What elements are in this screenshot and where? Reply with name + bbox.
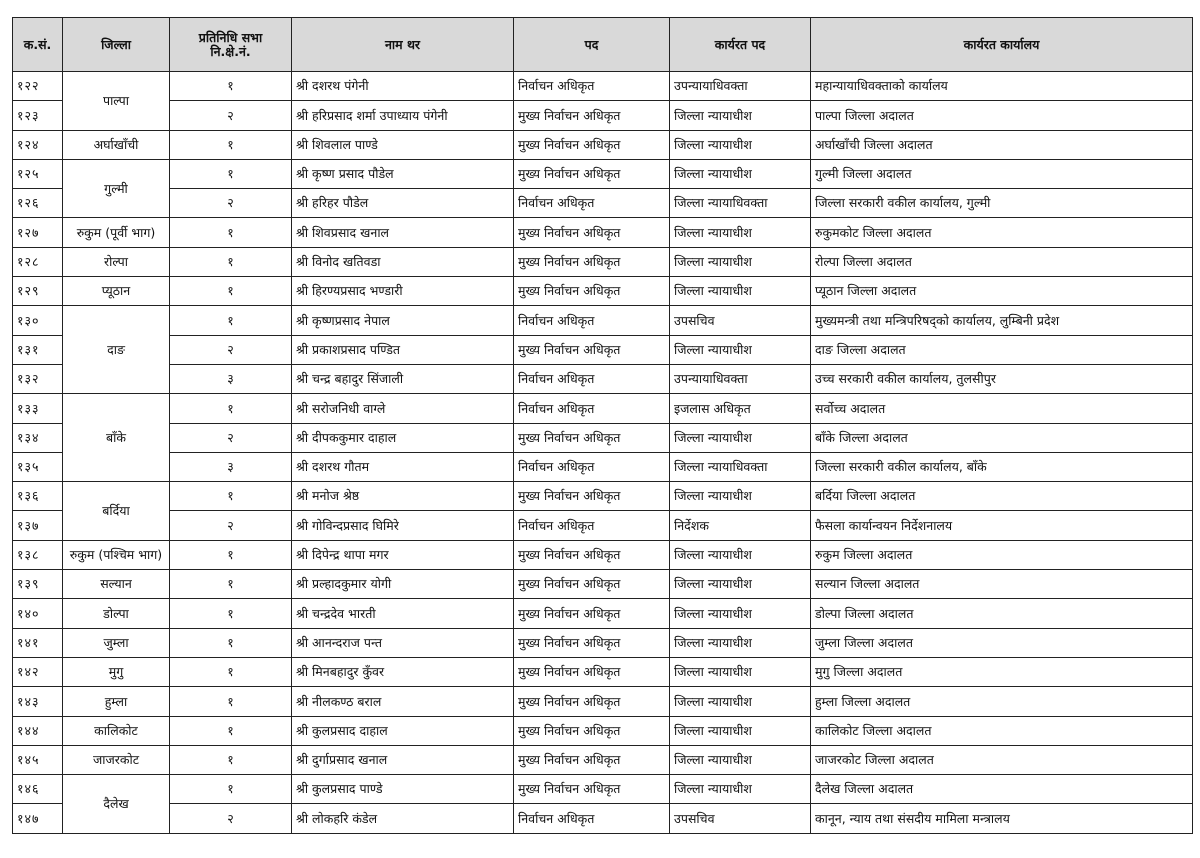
serial-cell: १२८ — [13, 247, 63, 276]
name-cell: श्री हरिहर पौडेल — [292, 189, 514, 218]
constituency-cell: १ — [170, 247, 292, 276]
working-post-cell: उपन्यायाधिवक्ता — [670, 364, 811, 393]
working-office-cell: प्यूठान जिल्ला अदालत — [811, 277, 1193, 306]
post-cell: निर्वाचन अधिकृत — [514, 72, 670, 101]
header-constituency — [170, 18, 292, 72]
constituency-cell: २ — [170, 101, 292, 130]
working-post-cell: जिल्ला न्यायाधीश — [670, 247, 811, 276]
name-cell: श्री नीलकण्ठ बराल — [292, 687, 514, 716]
table-row — [13, 423, 1193, 452]
post-cell: मुख्य निर्वाचन अधिकृत — [514, 628, 670, 657]
district-cell: रुकुम (पूर्वी भाग) — [63, 218, 170, 247]
district-cell: प्यूठान — [63, 277, 170, 306]
header-row — [13, 18, 1193, 72]
constituency-cell: ३ — [170, 364, 292, 393]
post-cell: मुख्य निर्वाचन अधिकृत — [514, 482, 670, 511]
header-constituency-line2: नि.क्षे.नं. — [210, 43, 251, 59]
name-cell: श्री चन्द्र बहादुर सिंजाली — [292, 364, 514, 393]
working-office-cell: सल्यान जिल्ला अदालत — [811, 570, 1193, 599]
constituency-cell: १ — [170, 599, 292, 628]
constituency-cell: २ — [170, 423, 292, 452]
constituency-cell: ३ — [170, 452, 292, 481]
working-post-cell: जिल्ला न्यायाधीश — [670, 628, 811, 657]
working-post-cell: जिल्ला न्यायाधिवक्ता — [670, 189, 811, 218]
serial-cell: १२४ — [13, 130, 63, 159]
table-row — [13, 716, 1193, 745]
post-cell: मुख्य निर्वाचन अधिकृत — [514, 745, 670, 774]
name-cell: श्री हरिप्रसाद शर्मा उपाध्याय पंगेनी — [292, 101, 514, 130]
table-row — [13, 804, 1193, 833]
table-row — [13, 306, 1193, 335]
election-officers-table — [12, 17, 1193, 834]
working-office-cell: गुल्मी जिल्ला अदालत — [811, 159, 1193, 188]
name-cell: श्री आनन्दराज पन्त — [292, 628, 514, 657]
header-constituency-line1: प्रतिनिधि सभा — [198, 29, 263, 45]
name-cell: श्री शिवलाल पाण्डे — [292, 130, 514, 159]
working-post-cell: जिल्ला न्यायाधीश — [670, 159, 811, 188]
serial-cell: १२६ — [13, 189, 63, 218]
constituency-cell: १ — [170, 540, 292, 569]
name-cell: श्री विनोद खतिवडा — [292, 247, 514, 276]
post-cell: निर्वाचन अधिकृत — [514, 804, 670, 833]
constituency-cell: १ — [170, 72, 292, 101]
working-office-cell: रोल्पा जिल्ला अदालत — [811, 247, 1193, 276]
name-cell: श्री शिवप्रसाद खनाल — [292, 218, 514, 247]
post-cell: मुख्य निर्वाचन अधिकृत — [514, 716, 670, 745]
working-office-cell: मुख्यमन्त्री तथा मन्त्रिपरिषद्को कार्यालय, लुम्बिनी प्रदेश — [811, 306, 1193, 335]
name-cell: श्री कृष्णप्रसाद नेपाल — [292, 306, 514, 335]
working-post-cell: जिल्ला न्यायाधीश — [670, 218, 811, 247]
working-post-cell: निर्देशक — [670, 511, 811, 540]
working-office-cell: मुगु जिल्ला अदालत — [811, 657, 1193, 686]
table-row — [13, 130, 1193, 159]
district-cell: कालिकोट — [63, 716, 170, 745]
post-cell: निर्वाचन अधिकृत — [514, 306, 670, 335]
header-name: नाम थर — [292, 18, 514, 72]
table-row — [13, 482, 1193, 511]
working-post-cell: उपन्यायाधिवक्ता — [670, 72, 811, 101]
post-cell: मुख्य निर्वाचन अधिकृत — [514, 423, 670, 452]
serial-cell: १४५ — [13, 745, 63, 774]
constituency-cell: १ — [170, 687, 292, 716]
district-cell: सल्यान — [63, 570, 170, 599]
post-cell: निर्वाचन अधिकृत — [514, 394, 670, 423]
table-row — [13, 540, 1193, 569]
post-cell: निर्वाचन अधिकृत — [514, 511, 670, 540]
district-cell: मुगु — [63, 657, 170, 686]
serial-cell: १३० — [13, 306, 63, 335]
serial-cell: १३२ — [13, 364, 63, 393]
district-cell: दैलेख — [63, 775, 170, 834]
constituency-cell: १ — [170, 218, 292, 247]
serial-cell: १३१ — [13, 335, 63, 364]
constituency-cell: १ — [170, 628, 292, 657]
post-cell: मुख्य निर्वाचन अधिकृत — [514, 218, 670, 247]
name-cell: श्री प्रल्हादकुमार योगी — [292, 570, 514, 599]
table-row — [13, 657, 1193, 686]
working-office-cell: महान्यायाधिवक्ताको कार्यालय — [811, 72, 1193, 101]
name-cell: श्री प्रकाशप्रसाद पण्डित — [292, 335, 514, 364]
post-cell: मुख्य निर्वाचन अधिकृत — [514, 335, 670, 364]
working-office-cell: कालिकोट जिल्ला अदालत — [811, 716, 1193, 745]
name-cell: श्री मनोज श्रेष्ठ — [292, 482, 514, 511]
working-office-cell: सर्वोच्च अदालत — [811, 394, 1193, 423]
header-post: पद — [514, 18, 670, 72]
working-office-cell: डोल्पा जिल्ला अदालत — [811, 599, 1193, 628]
working-post-cell: जिल्ला न्यायाधिवक्ता — [670, 452, 811, 481]
post-cell: मुख्य निर्वाचन अधिकृत — [514, 540, 670, 569]
constituency-cell: १ — [170, 657, 292, 686]
working-office-cell: कानून, न्याय तथा संसदीय मामिला मन्त्रालय — [811, 804, 1193, 833]
serial-cell: १३३ — [13, 394, 63, 423]
working-post-cell: जिल्ला न्यायाधीश — [670, 540, 811, 569]
table-row — [13, 364, 1193, 393]
name-cell: श्री कृष्ण प्रसाद पौडेल — [292, 159, 514, 188]
constituency-cell: १ — [170, 277, 292, 306]
working-post-cell: जिल्ला न्यायाधीश — [670, 423, 811, 452]
working-post-cell: जिल्ला न्यायाधीश — [670, 657, 811, 686]
working-office-cell: अर्घाखाँची जिल्ला अदालत — [811, 130, 1193, 159]
post-cell: मुख्य निर्वाचन अधिकृत — [514, 599, 670, 628]
serial-cell: १३६ — [13, 482, 63, 511]
working-office-cell: हुम्ला जिल्ला अदालत — [811, 687, 1193, 716]
constituency-cell: १ — [170, 775, 292, 804]
serial-cell: १४१ — [13, 628, 63, 657]
serial-cell: १३५ — [13, 452, 63, 481]
constituency-cell: १ — [170, 159, 292, 188]
working-post-cell: जिल्ला न्यायाधीश — [670, 335, 811, 364]
working-post-cell: उपसचिव — [670, 804, 811, 833]
table-row — [13, 570, 1193, 599]
name-cell: श्री दिपेन्द्र थापा मगर — [292, 540, 514, 569]
table-row — [13, 394, 1193, 423]
table-row — [13, 511, 1193, 540]
district-cell: बर्दिया — [63, 482, 170, 541]
district-cell: रोल्पा — [63, 247, 170, 276]
name-cell: श्री दशरथ गौतम — [292, 452, 514, 481]
working-office-cell: उच्च सरकारी वकील कार्यालय, तुलसीपुर — [811, 364, 1193, 393]
working-office-cell: पाल्पा जिल्ला अदालत — [811, 101, 1193, 130]
table-row — [13, 745, 1193, 774]
post-cell: मुख्य निर्वाचन अधिकृत — [514, 657, 670, 686]
working-post-cell: जिल्ला न्यायाधीश — [670, 599, 811, 628]
post-cell: मुख्य निर्वाचन अधिकृत — [514, 570, 670, 599]
table-row — [13, 687, 1193, 716]
post-cell: मुख्य निर्वाचन अधिकृत — [514, 101, 670, 130]
district-cell: पाल्पा — [63, 72, 170, 131]
serial-cell: १४० — [13, 599, 63, 628]
post-cell: मुख्य निर्वाचन अधिकृत — [514, 159, 670, 188]
name-cell: श्री लोकहरि कंडेल — [292, 804, 514, 833]
working-office-cell: बर्दिया जिल्ला अदालत — [811, 482, 1193, 511]
table-row — [13, 599, 1193, 628]
serial-cell: १३९ — [13, 570, 63, 599]
name-cell: श्री दीपककुमार दाहाल — [292, 423, 514, 452]
serial-cell: १३७ — [13, 511, 63, 540]
working-office-cell: जुम्ला जिल्ला अदालत — [811, 628, 1193, 657]
constituency-cell: २ — [170, 804, 292, 833]
constituency-cell: १ — [170, 570, 292, 599]
constituency-cell: १ — [170, 716, 292, 745]
district-cell: डोल्पा — [63, 599, 170, 628]
working-post-cell: उपसचिव — [670, 306, 811, 335]
district-cell: जाजरकोट — [63, 745, 170, 774]
post-cell: निर्वाचन अधिकृत — [514, 189, 670, 218]
serial-cell: १२९ — [13, 277, 63, 306]
serial-cell: १२५ — [13, 159, 63, 188]
table-row — [13, 72, 1193, 101]
working-office-cell: दैलेख जिल्ला अदालत — [811, 775, 1193, 804]
constituency-cell: २ — [170, 189, 292, 218]
working-post-cell: जिल्ला न्यायाधीश — [670, 130, 811, 159]
constituency-cell: २ — [170, 335, 292, 364]
serial-cell: १२७ — [13, 218, 63, 247]
district-cell: बाँके — [63, 394, 170, 482]
district-cell: गुल्मी — [63, 159, 170, 218]
working-post-cell: जिल्ला न्यायाधीश — [670, 570, 811, 599]
serial-cell: १३८ — [13, 540, 63, 569]
table-body — [13, 72, 1193, 834]
working-office-cell: रुकुमकोट जिल्ला अदालत — [811, 218, 1193, 247]
serial-cell: १४३ — [13, 687, 63, 716]
district-cell: अर्घाखाँची — [63, 130, 170, 159]
name-cell: श्री चन्द्रदेव भारती — [292, 599, 514, 628]
header-district: जिल्ला — [63, 18, 170, 72]
table-row — [13, 189, 1193, 218]
post-cell: मुख्य निर्वाचन अधिकृत — [514, 775, 670, 804]
header-serial: क.सं. — [13, 18, 63, 72]
constituency-cell: १ — [170, 306, 292, 335]
working-post-cell: जिल्ला न्यायाधीश — [670, 716, 811, 745]
serial-cell: १२३ — [13, 101, 63, 130]
table-row — [13, 628, 1193, 657]
constituency-cell: १ — [170, 482, 292, 511]
district-cell: रुकुम (पश्चिम भाग) — [63, 540, 170, 569]
constituency-cell: १ — [170, 745, 292, 774]
post-cell: मुख्य निर्वाचन अधिकृत — [514, 247, 670, 276]
name-cell: श्री दुर्गाप्रसाद खनाल — [292, 745, 514, 774]
constituency-cell: २ — [170, 511, 292, 540]
header-working-office: कार्यरत कार्यालय — [811, 18, 1193, 72]
serial-cell: १३४ — [13, 423, 63, 452]
working-office-cell: रुकुम जिल्ला अदालत — [811, 540, 1193, 569]
post-cell: मुख्य निर्वाचन अधिकृत — [514, 130, 670, 159]
table-row — [13, 159, 1193, 188]
working-office-cell: जिल्ला सरकारी वकील कार्यालय, गुल्मी — [811, 189, 1193, 218]
post-cell: निर्वाचन अधिकृत — [514, 452, 670, 481]
working-post-cell: जिल्ला न्यायाधीश — [670, 101, 811, 130]
table-row — [13, 247, 1193, 276]
working-post-cell: इजलास अधिकृत — [670, 394, 811, 423]
name-cell: श्री सरोजनिधी वाग्ले — [292, 394, 514, 423]
working-office-cell: फैसला कार्यान्वयन निर्देशनालय — [811, 511, 1193, 540]
name-cell: श्री हिरण्यप्रसाद भण्डारी — [292, 277, 514, 306]
name-cell: श्री कुलप्रसाद दाहाल — [292, 716, 514, 745]
working-office-cell: बाँके जिल्ला अदालत — [811, 423, 1193, 452]
post-cell: मुख्य निर्वाचन अधिकृत — [514, 687, 670, 716]
header-working-post: कार्यरत पद — [670, 18, 811, 72]
serial-cell: १४७ — [13, 804, 63, 833]
working-office-cell: जाजरकोट जिल्ला अदालत — [811, 745, 1193, 774]
post-cell: मुख्य निर्वाचन अधिकृत — [514, 277, 670, 306]
district-cell: दाङ — [63, 306, 170, 394]
name-cell: श्री कुलप्रसाद पाण्डे — [292, 775, 514, 804]
table-row — [13, 101, 1193, 130]
name-cell: श्री दशरथ पंगेनी — [292, 72, 514, 101]
working-post-cell: जिल्ला न्यायाधीश — [670, 482, 811, 511]
district-cell: जुम्ला — [63, 628, 170, 657]
working-post-cell: जिल्ला न्यायाधीश — [670, 687, 811, 716]
working-office-cell: जिल्ला सरकारी वकील कार्यालय, बाँके — [811, 452, 1193, 481]
constituency-cell: १ — [170, 394, 292, 423]
table-row — [13, 775, 1193, 804]
name-cell: श्री मिनबहादुर कुँवर — [292, 657, 514, 686]
table-row — [13, 335, 1193, 364]
serial-cell: १४४ — [13, 716, 63, 745]
serial-cell: १४६ — [13, 775, 63, 804]
serial-cell: १४२ — [13, 657, 63, 686]
table-row — [13, 277, 1193, 306]
table-row — [13, 218, 1193, 247]
table-row — [13, 452, 1193, 481]
district-cell: हुम्ला — [63, 687, 170, 716]
constituency-cell: १ — [170, 130, 292, 159]
serial-cell: १२२ — [13, 72, 63, 101]
working-post-cell: जिल्ला न्यायाधीश — [670, 775, 811, 804]
working-post-cell: जिल्ला न्यायाधीश — [670, 277, 811, 306]
name-cell: श्री गोविन्दप्रसाद घिमिरे — [292, 511, 514, 540]
working-post-cell: जिल्ला न्यायाधीश — [670, 745, 811, 774]
working-office-cell: दाङ जिल्ला अदालत — [811, 335, 1193, 364]
post-cell: निर्वाचन अधिकृत — [514, 364, 670, 393]
